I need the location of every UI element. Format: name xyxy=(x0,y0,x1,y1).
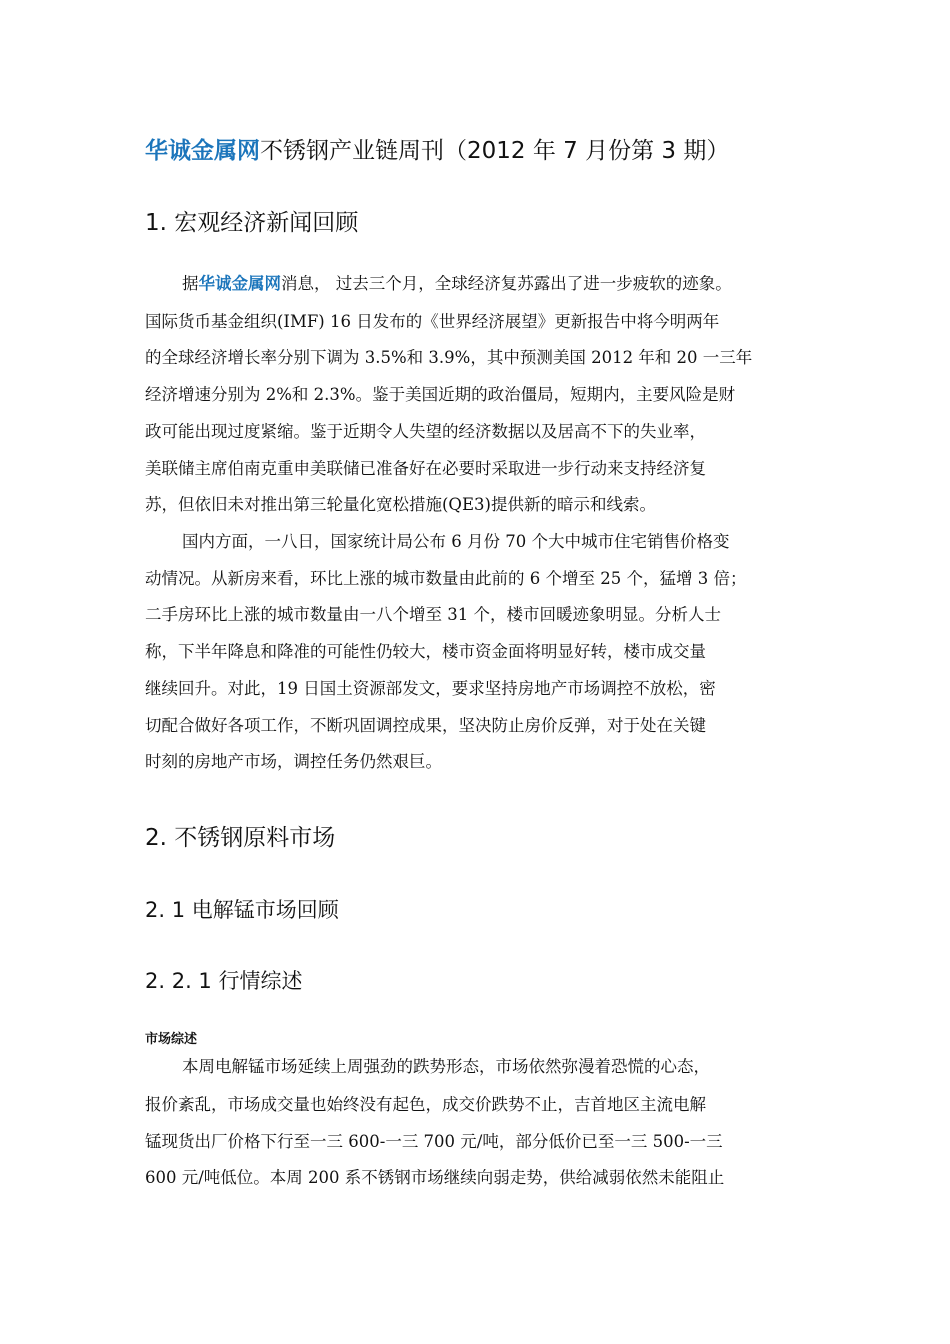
paragraph-line: 600 元/吨低位。本周 200 系不锈钢市场继续向弱走势，供给减弱依然未能阻止 xyxy=(145,1168,725,1187)
paragraph-line: 经济增速分别为 2%和 2.3%。鉴于美国近期的政治僵局，短期内，主要风险是财 xyxy=(145,385,736,404)
inline-brand: 华诚金属网 xyxy=(198,274,281,293)
paragraph-label: 市场综述 xyxy=(145,1032,198,1047)
paragraph-line: 国内方面，一八日，国家统计局公布 6 月份 70 个大中城市住宅销售价格变 xyxy=(182,532,730,551)
title-text: 不锈钢产业链周刊（2012 年 7 月份第 3 期） xyxy=(260,138,730,164)
paragraph-line: 美联储主席伯南克重申美联储已准备好在必要时采取进一步行动来支持经济复 xyxy=(145,459,706,478)
section-heading-raw-material: 2. 不锈钢原料市场 xyxy=(145,825,336,851)
paragraph-line: 苏，但依旧未对推出第三轮量化宽松措施(QE3)提供新的暗示和线索。 xyxy=(145,495,656,514)
paragraph-line: 切配合做好各项工作，不断巩固调控成果，坚决防止房价反弹，对于处在关键 xyxy=(145,716,706,735)
paragraph-line: 据华诚金属网消息， 过去三个月，全球经济复苏露出了进一步疲软的迹象。 xyxy=(182,274,732,293)
paragraph-line: 政可能出现过度紧缩。鉴于近期令人失望的经济数据以及居高不下的失业率， xyxy=(145,422,706,441)
subsection-heading: 2. 1 电解锰市场回顾 xyxy=(145,898,339,922)
paragraph-line: 动情况。从新房来看，环比上涨的城市数量由此前的 6 个增至 25 个，猛增 3 倍； xyxy=(145,569,747,588)
paragraph-line: 称，下半年降息和降准的可能性仍较大，楼市资金面将明显好转，楼市成交量 xyxy=(145,642,706,661)
paragraph-line: 的全球经济增长率分别下调为 3.5%和 3.9%，其中预测美国 2012 年和 20 一三年 xyxy=(145,348,753,367)
title-brand: 华诚金属网 xyxy=(145,138,260,164)
section-heading-macro: 1. 宏观经济新闻回顾 xyxy=(145,210,359,236)
paragraph-line: 报价紊乱，市场成交量也始终没有起色，成交价跌势不止，吉首地区主流电解 xyxy=(145,1095,706,1114)
paragraph-line: 本周电解锰市场延续上周强劲的跌势形态，市场依然弥漫着恐慌的心态， xyxy=(182,1057,710,1076)
paragraph-line: 继续回升。对此，19 日国土资源部发文，要求坚持房地产市场调控不放松，密 xyxy=(145,679,716,698)
paragraph-line: 国际货币基金组织(IMF) 16 日发布的《世界经济展望》更新报告中将今明两年 xyxy=(145,312,720,331)
subsection-heading: 2. 2. 1 行情综述 xyxy=(145,969,303,993)
document-title xyxy=(145,134,845,168)
paragraph-line: 二手房环比上涨的城市数量由一八个增至 31 个，楼市回暖迹象明显。分析人士 xyxy=(145,605,721,624)
paragraph-line: 时刻的房地产市场，调控任务仍然艰巨。 xyxy=(145,752,442,771)
paragraph-line: 锰现货出厂价格下行至一三 600-一三 700 元/吨，部分低价已至一三 500-一三 xyxy=(145,1132,723,1151)
